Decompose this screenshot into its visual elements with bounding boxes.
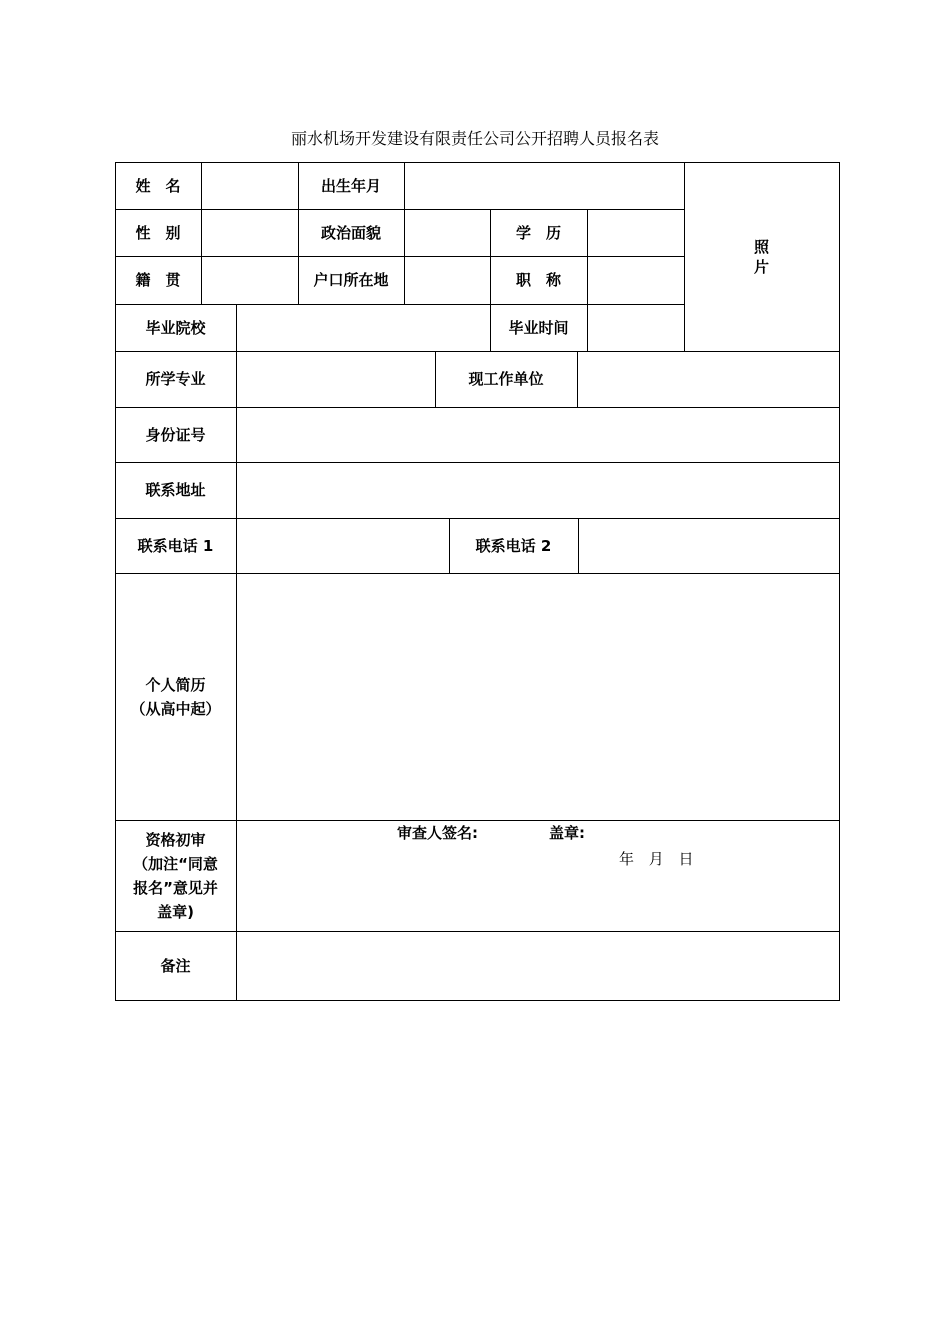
- label-education: 学 历: [515, 223, 561, 242]
- employer-field[interactable]: [577, 351, 839, 407]
- review-date-label: 年 月 日: [619, 850, 694, 868]
- label-resume: [115, 573, 236, 820]
- label-name: 姓 名: [135, 176, 181, 195]
- label-major: 所学专业: [145, 370, 206, 388]
- label-hukou: 户口所在地: [313, 271, 389, 289]
- address-field[interactable]: [236, 462, 839, 518]
- review-label-line4: 盖章): [157, 902, 194, 921]
- label-grad-time: 毕业时间: [508, 318, 569, 337]
- school-field[interactable]: [236, 304, 490, 351]
- label-native-place: 籍 贯: [135, 271, 181, 289]
- registration-form-table: [115, 162, 840, 1001]
- label-phone2: 联系电话 2: [475, 536, 552, 555]
- review-label-line2: （加注“同意: [133, 854, 218, 873]
- phone2-field[interactable]: [578, 518, 839, 573]
- gender-field[interactable]: [201, 209, 298, 256]
- review-field[interactable]: [236, 820, 839, 931]
- photo-box[interactable]: [684, 162, 839, 351]
- review-label-line1: 资格初审: [145, 830, 206, 849]
- resume-field[interactable]: [236, 573, 839, 820]
- hukou-field[interactable]: [404, 256, 490, 304]
- resume-label-line2: （从高中起）: [130, 699, 221, 718]
- major-field[interactable]: [236, 351, 435, 407]
- id-number-field[interactable]: [236, 407, 839, 462]
- label-gender: 性 别: [135, 223, 181, 242]
- label-remarks: 备注: [160, 956, 191, 975]
- photo-label-line1: 照: [753, 237, 769, 256]
- resume-label-line1: 个人简历: [145, 675, 206, 694]
- review-label-line3: 报名”意见并: [133, 878, 218, 897]
- label-birth: 出生年月: [320, 176, 381, 195]
- birth-field[interactable]: [404, 162, 684, 209]
- label-review: [115, 820, 236, 931]
- name-field[interactable]: [201, 162, 298, 209]
- stamp-label: 盖章:: [549, 824, 585, 842]
- label-id-number: 身份证号: [145, 425, 206, 444]
- label-school: 毕业院校: [145, 318, 206, 337]
- photo-label-line2: 片: [753, 257, 769, 276]
- grad-time-field[interactable]: [587, 304, 684, 351]
- label-employer: 现工作单位: [468, 370, 544, 388]
- remarks-field[interactable]: [236, 931, 839, 1000]
- reviewer-signature-label: 审查人签名:: [397, 824, 478, 842]
- form-title: 丽水机场开发建设有限责任公司公开招聘人员报名表: [290, 129, 659, 148]
- label-address: 联系地址: [145, 481, 206, 499]
- label-title-rank: 职 称: [515, 271, 561, 289]
- education-field[interactable]: [587, 209, 684, 256]
- label-phone1: 联系电话 1: [137, 536, 214, 555]
- phone1-field[interactable]: [236, 518, 449, 573]
- native-place-field[interactable]: [201, 256, 298, 304]
- label-political: 政治面貌: [320, 223, 381, 242]
- political-field[interactable]: [404, 209, 490, 256]
- title-rank-field[interactable]: [587, 256, 684, 304]
